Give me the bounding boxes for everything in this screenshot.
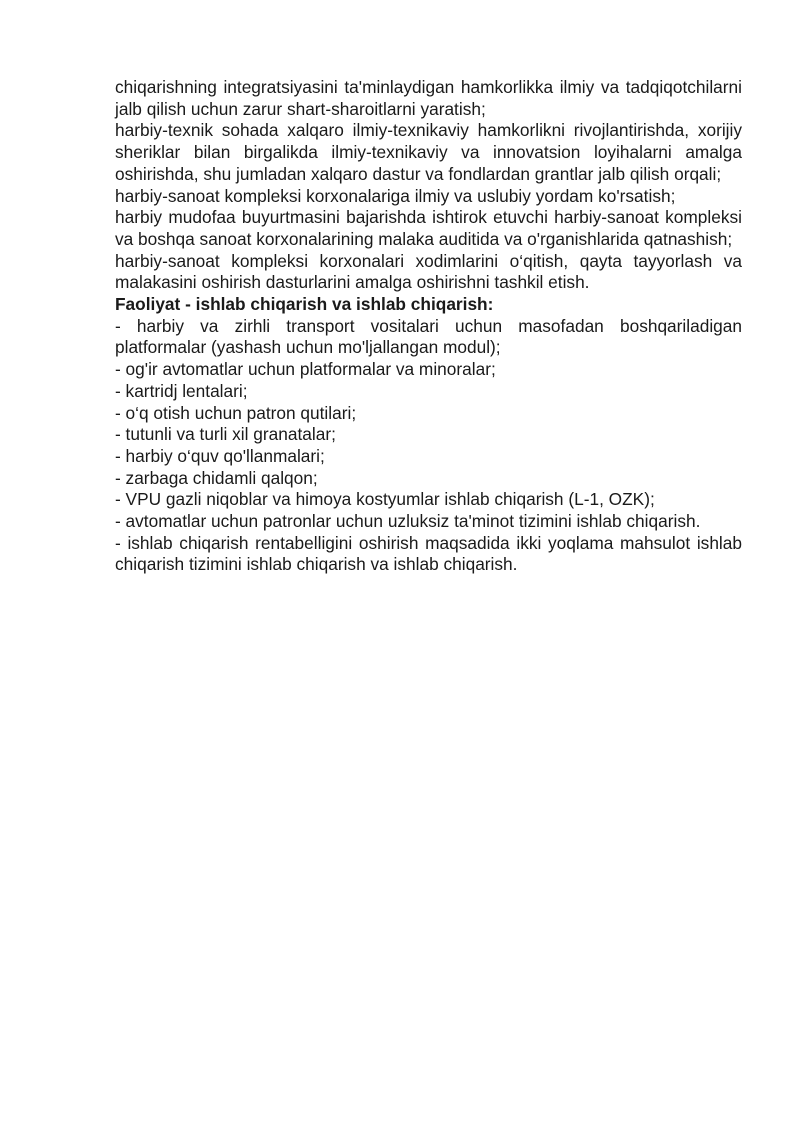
paragraph-quality-audit: harbiy mudofaa buyurtmasini bajarishda ishtirok etuvchi harbiy-sanoat kompleksi va boshqa sanoat korxonalarining malaka auditida va o'rganishlarida qatnashish; [115, 207, 742, 249]
paragraph-research-conditions: chiqarishning integratsiyasini ta'minlaydigan hamkorlikka ilmiy va tadqiqotchilarni jalb qilish uchun zarur shart-sharoitlarni yaratish; [115, 77, 742, 119]
list-item: - harbiy va zirhli transport vositalari uchun masofadan boshqariladigan platformalar (yashash uchun mo'ljallangan modul); [115, 315, 742, 358]
activity-list [115, 316, 742, 576]
list-item: - harbiy o‘quv qo'llanmalari; [115, 445, 325, 466]
section-heading: Faoliyat - ishlab chiqarish va ishlab chiqarish: [115, 294, 494, 315]
list-item: - o‘q otish uchun patron qutilari; [115, 402, 357, 423]
list-item: - tutunli va turli xil granatalar; [115, 424, 336, 445]
paragraph-scientific-support: harbiy-sanoat kompleksi korxonalariga ilmiy va uslubiy yordam ko'rsatish; [115, 185, 676, 206]
list-item: - og'ir avtomatlar uchun platformalar va minoralar; [115, 359, 496, 380]
list-item: - avtomatlar uchun patronlar uchun uzluksiz ta'minot tizimini ishlab chiqarish. [115, 511, 701, 532]
list-item: - kartridj lentalari; [115, 380, 248, 401]
document-page [115, 77, 742, 576]
list-item: - zarbaga chidamli qalqon; [115, 467, 318, 488]
paragraph-staff-training: harbiy-sanoat kompleksi korxonalari xodimlarini o‘qitish, qayta tayyorlash va malakasini oshirish dasturlarini amalga oshirishni tashkil etish. [115, 250, 742, 293]
list-item: - ishlab chiqarish rentabelligini oshirish maqsadida ikki yoqlama mahsulot ishlab chiqarish tizimini ishlab chiqarish va ishlab chiqarish. [115, 532, 742, 575]
list-item: - VPU gazli niqoblar va himoya kostyumlar ishlab chiqarish (L-1, OZK); [115, 489, 655, 510]
paragraph-international-cooperation: harbiy-texnik sohada xalqaro ilmiy-texnikaviy hamkorlikni rivojlantirishda, xorijiy sheriklar bilan birgalikda ilmiy-texnikaviy va innovatsion loyihalarni amalga oshirishda, shu jumladan xalqaro dastur va fondlardan grantlar jalb qilish orqali; [115, 120, 742, 184]
